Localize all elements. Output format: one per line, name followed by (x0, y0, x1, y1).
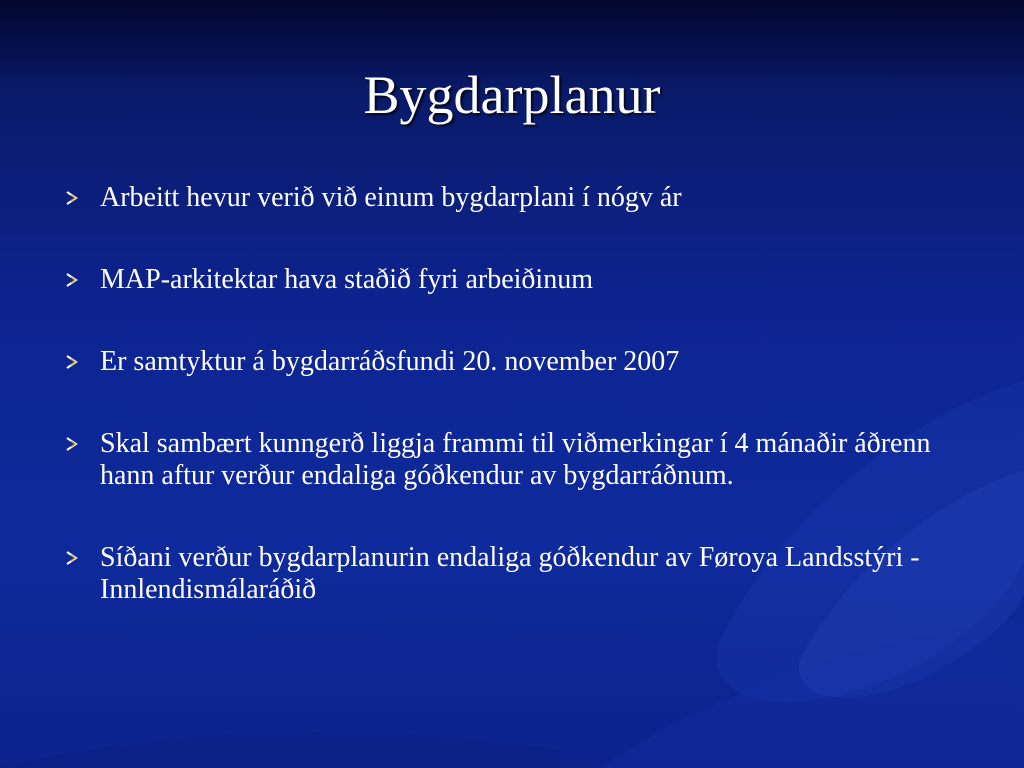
bullet-text: Síðani verður bygdarplanurin endaliga góðkendur av Føroya Landsstýri - Innlendismálaráðið (100, 542, 920, 605)
bullet-item (60, 428, 940, 492)
bullet-item (60, 542, 940, 606)
arrow-bullet-icon (64, 550, 80, 566)
bullet-list (60, 182, 940, 656)
bullet-text: Arbeitt hevur verið við einum bygdarplani í nógv ár (100, 182, 682, 213)
bullet-item (60, 346, 940, 378)
bullet-item (60, 182, 940, 214)
bullet-text: Er samtyktur á bygdarráðsfundi 20. november 2007 (100, 346, 680, 377)
slide-title: Bygdarplanur (363, 65, 661, 125)
bullet-text: MAP-arkitektar hava staðið fyri arbeiðinum (100, 264, 593, 295)
arrow-bullet-icon (64, 190, 80, 206)
arrow-bullet-icon (64, 354, 80, 370)
arrow-bullet-icon (64, 272, 80, 288)
bullet-item (60, 264, 940, 296)
bullet-text: Skal sambært kunngerð liggja frammi til viðmerkingar í 4 mánaðir áðrenn hann aftur verður endaliga góðkendur av bygdarráðnum. (100, 428, 931, 491)
arrow-bullet-icon (64, 436, 80, 452)
